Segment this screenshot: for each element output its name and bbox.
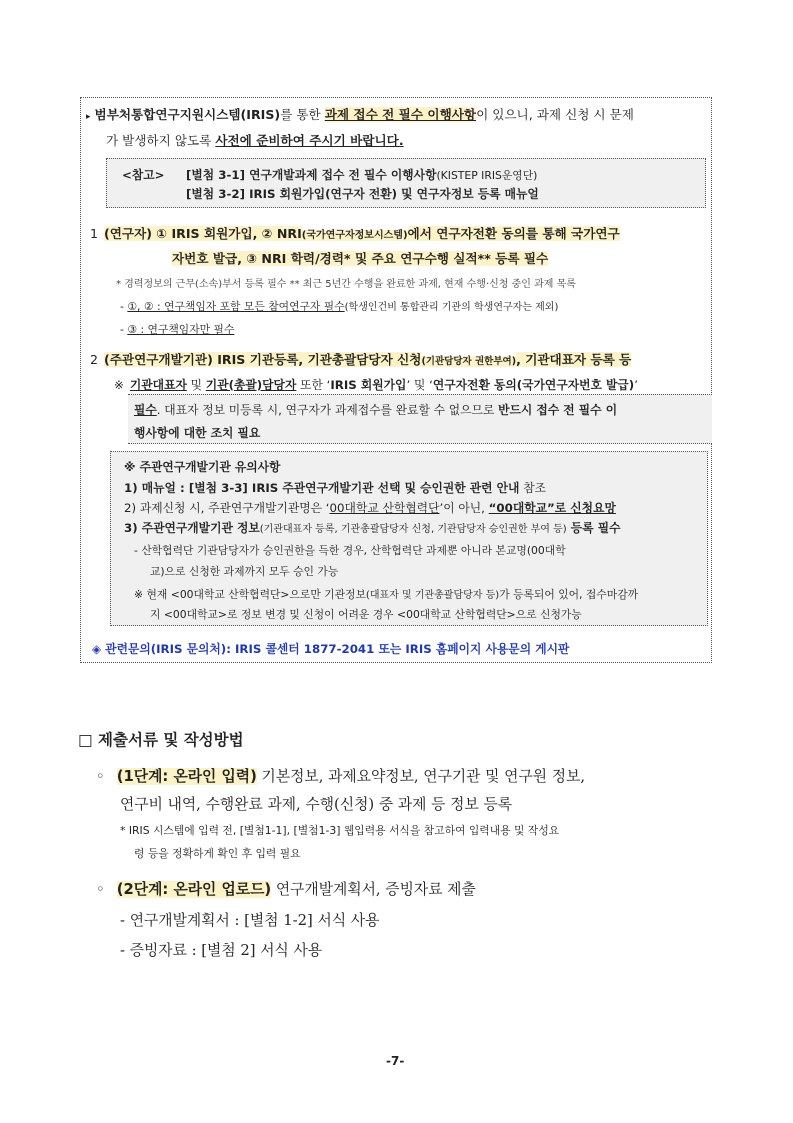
step1-line1: ◦ (1단계: 온라인 입력) 기본정보, 과제요약정보, 연구기관 및 연구원 정보, [96,768,586,785]
caution-item-5-line1: ※ 현재 <00대학교 산학협력단>으로만 기관정보(대표자 및 기관총괄담당자 등)가 등록되어 있어, 접수마감까 [134,588,639,601]
item2-line1: 2 (주관연구개발기관) IRIS 기관등록, 기관총괄담당자 신청(기관담당자 권한부여), 기관대표자 등록 등 [90,352,632,367]
reference-item-1: [별첨 3-1] 연구개발과제 접수 전 필수 이행사항(KISTEP IRIS운영단) [186,168,538,182]
section-title: □ 제출서류 및 작성방법 [78,731,244,749]
reference-label: <참고> [122,168,165,182]
step1-line2: 연구비 내역, 수행완료 과제, 수행(신청) 중 과제 등 정보 등록 [120,796,513,813]
item1-line1: 1 (연구자) ① IRIS 회원가입, ② NRI(국가연구자정보시스템)에서 연구자전환 동의를 통해 국가연구 [90,226,620,241]
step2-line1: ◦ (2단계: 온라인 업로드) 연구개발계획서, 증빙자료 제출 [96,881,476,898]
caution-item-5-line2: 지 <00대학교>로 정보 변경 및 신청이 어려운 경우 <00대학교 산학협력단>으로 신청가능 [150,608,582,621]
caution-title: ※ 주관연구개발기관 유의사항 [124,460,281,474]
step1-note-line2: 령 등을 정확하게 확인 후 입력 필요 [134,847,301,860]
item2-note-line2: 필수. 대표자 정보 미등록 시, 연구자가 과제접수를 완료할 수 없으므로 반드시 접수 전 필수 이 [134,403,618,417]
item1-footnote: * 경력정보의 근무(소속)부서 등록 필수 ** 최근 5년간 수행을 완료한 과제, 현재 수행·신청 중인 과제 목록 [116,279,576,290]
step2-item-1: - 연구개발계획서 : [별첨 1-2] 서식 사용 [120,912,380,929]
item1-line2: 자번호 발급, ③ NRI 학력/경력* 및 주요 연구수행 실적** 등록 필수 [172,251,549,266]
item1-sub1: - ①, ② : 연구책임자 포함 모든 참여연구자 필수(학생인건비 통합관리 기관의 학생연구자는 제외) [120,300,559,313]
step2-item-2: - 증빙자료 : [별첨 2] 서식 사용 [120,942,323,959]
step1-note-line1: * IRIS 시스템에 입력 전, [별첨1-1], [별첨1-3] 웹입력용 서식을 참고하여 입력내용 및 작성요 [120,824,560,837]
item1-sub2: - ③ : 연구책임자만 필수 [120,323,235,336]
caution-item-3: 3) 주관연구개발기관 정보(기관대표자 등록, 기관총괄담당자 신청, 기관담당자 승인권한 부여 등) 등록 필수 [124,521,621,535]
contact-line: ◈ 관련문의(IRIS 문의처): IRIS 콜센터 1877-2041 또는 IRIS 홈페이지 사용문의 게시판 [92,642,570,656]
caution-item-1: 1) 매뉴얼 : [별첨 3-3] IRIS 주관연구개발기관 선택 및 승인권한 관련 안내 참조 [124,481,546,495]
caution-item-4-line2: 교)으로 신청한 과제까지 모두 승인 가능 [150,565,339,578]
page-number: -7- [386,1054,405,1068]
item2-note-line1: ※ 기관대표자 및 기관(총괄)담당자 또한 ‘IRIS 회원가입’ 및 ‘연구자전환 동의(국가연구자번호 발급)’ [114,378,638,392]
caution-item-4-line1: - 산학협력단 기관담당자가 승인권한을 득한 경우, 산학협력단 과제뿐 아니라 본교명(00대학 [134,544,566,557]
notice-intro-line2: 가 발생하지 않도록 사전에 준비하여 주시기 바랍니다. [106,133,404,148]
caution-item-2: 2) 과제신청 시, 주관연구개발기관명은 ‘00대학교 산학협력단’이 아닌, “00대학교”로 신청요망 [124,501,616,515]
notice-intro-line1: ▸ 범부처통합연구지원시스템(IRIS)를 통한 과제 접수 전 필수 이행사항이 있으니, 과제 신청 시 문제 [86,107,634,122]
bullet-icon: ▸ [86,112,91,122]
reference-item-2: [별첨 3-2] IRIS 회원가입(연구자 전환) 및 연구자정보 등록 매뉴얼 [186,187,539,201]
item2-note-line3: 행사항에 대한 조치 필요 [134,426,261,440]
